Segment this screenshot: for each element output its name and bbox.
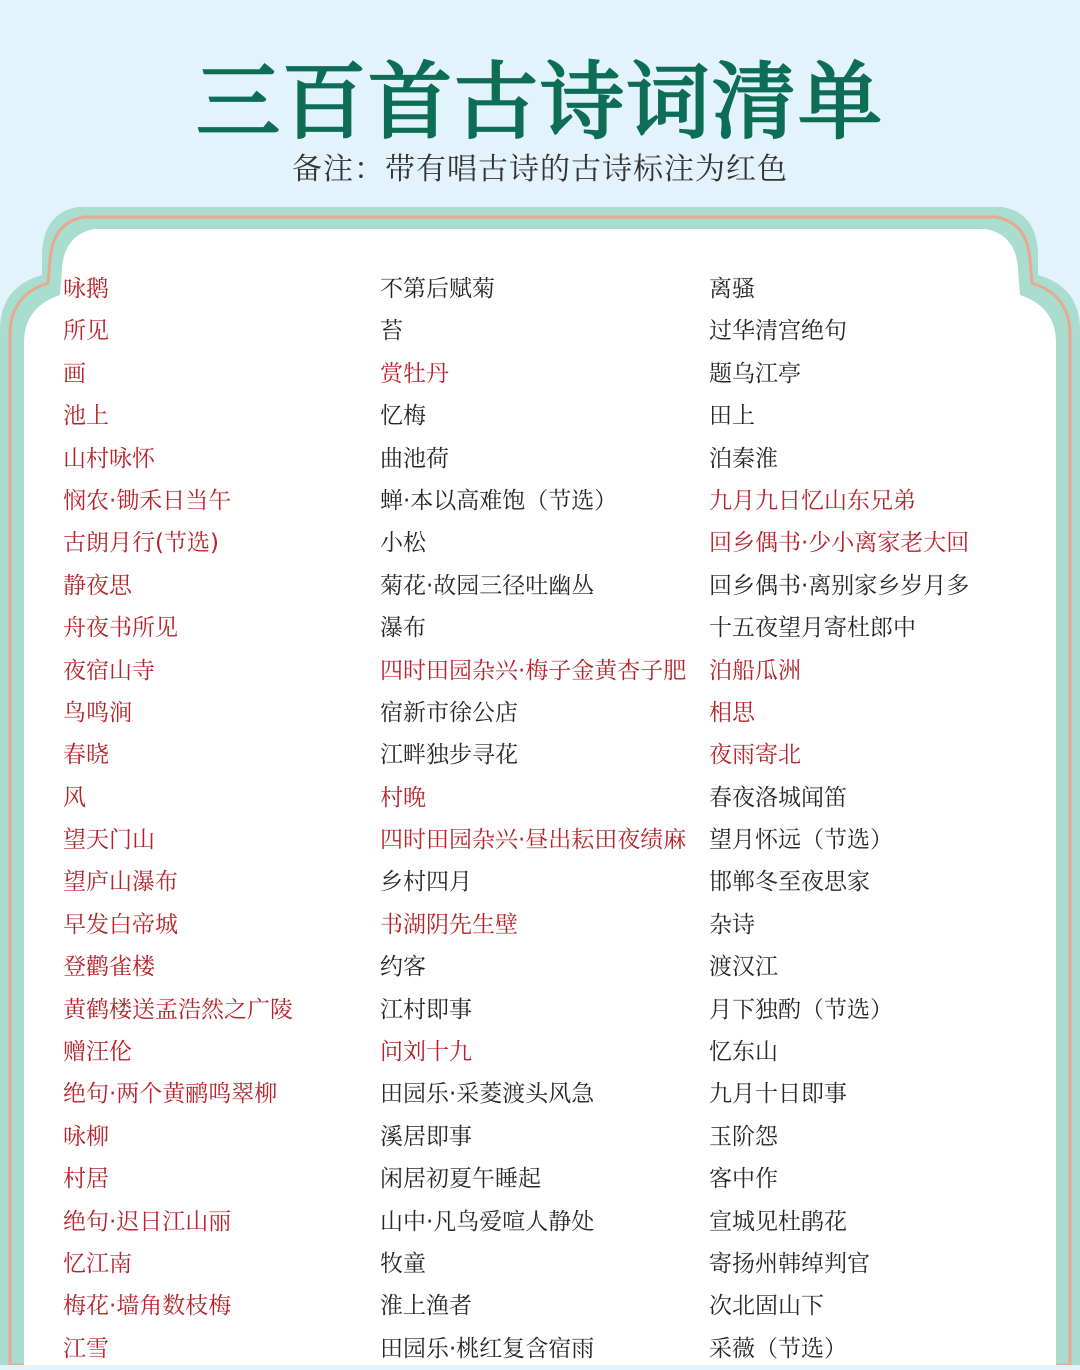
poem-title: 登鹳雀楼: [63, 954, 155, 981]
poem-title: 江雪: [63, 1335, 109, 1362]
poem-title: 悯农·锄禾日当午: [63, 487, 232, 514]
poem-title: 牧童: [380, 1250, 426, 1277]
poem-title: 赠汪伦: [63, 1039, 132, 1066]
poem-title: 过华清宫绝句: [709, 318, 847, 345]
poem-title: 十五夜望月寄杜郎中: [709, 615, 916, 642]
poem-title: 闲居初夏午睡起: [380, 1166, 541, 1193]
poem-title: 离骚: [709, 276, 755, 302]
poem-title: 夜宿山寺: [63, 657, 155, 684]
poem-title: 渡汉江: [709, 954, 778, 981]
poem-title: 鸟鸣涧: [63, 699, 132, 726]
poem-title: 小松: [380, 530, 426, 557]
poem-title: 望庐山瀑布: [63, 869, 178, 896]
poem-title: 望月怀远（节选）: [709, 827, 893, 854]
poem-title: 回乡偶书·少小离家老大回: [709, 530, 970, 557]
poem-title: 忆梅: [380, 403, 426, 430]
poem-title: 画: [63, 360, 86, 387]
poem-title: 泊船瓜洲: [709, 657, 801, 684]
poem-title: 淮上渔者: [380, 1293, 472, 1320]
poem-title: 夜雨寄北: [709, 742, 801, 769]
poem-title: 问刘十九: [380, 1039, 472, 1066]
poem-title: 四时田园杂兴·梅子金黄杏子肥: [380, 657, 687, 684]
poem-title: 所见: [63, 318, 109, 345]
poem-title: 菊花·故园三径吐幽丛: [380, 572, 595, 599]
poem-title: 风: [63, 784, 86, 811]
poem-title: 黄鹤楼送孟浩然之广陵: [63, 996, 293, 1023]
page-title: 三百首古诗词清单: [195, 53, 884, 151]
poem-column-3: [709, 268, 969, 1370]
poem-title: 山村咏怀: [63, 445, 155, 472]
poem-title: 古朗月行(节选): [63, 530, 219, 557]
poem-title: 田上: [709, 403, 755, 430]
poem-title: 山中·凡鸟爱喧人静处: [380, 1208, 595, 1235]
poem-title: 约客: [380, 954, 426, 981]
poem-title: 江村即事: [380, 996, 472, 1023]
poem-title: 九月九日忆山东兄弟: [709, 487, 916, 514]
poem-title: 玉阶怨: [709, 1123, 778, 1150]
poem-title: 溪居即事: [380, 1123, 472, 1150]
poem-title: 寄扬州韩绰判官: [709, 1250, 870, 1277]
poem-title: 舟夜书所见: [63, 615, 178, 642]
poem-column-1: [63, 268, 293, 1370]
poem-title: 乡村四月: [380, 869, 472, 896]
poem-title: 回乡偶书·离别家乡岁月多: [709, 572, 970, 599]
poem-title: 邯郸冬至夜思家: [709, 869, 870, 896]
poem-title: 赏牡丹: [380, 360, 449, 387]
poem-column-2: [380, 268, 686, 1370]
poem-title: 采薇（节选）: [709, 1335, 847, 1362]
poem-title: 忆江南: [63, 1250, 132, 1277]
poem-title: 蝉·本以高难饱（节选）: [380, 487, 618, 514]
poem-title: 相思: [709, 699, 755, 726]
poem-title: 绝句·两个黄鹂鸣翠柳: [63, 1081, 278, 1108]
poem-title: 田园乐·采菱渡头风急: [380, 1081, 595, 1108]
poem-title: 村居: [63, 1166, 109, 1193]
poem-title: 不第后赋菊: [380, 276, 495, 302]
poem-title: 宣城见杜鹃花: [709, 1208, 847, 1235]
poem-title: 客中作: [709, 1166, 778, 1193]
poem-title: 忆东山: [709, 1039, 778, 1066]
poem-title: 泊秦淮: [709, 445, 778, 472]
poem-title: 四时田园杂兴·昼出耘田夜绩麻: [380, 827, 687, 854]
poem-title: 咏柳: [63, 1123, 109, 1150]
page-subtitle: 备注：带有唱古诗的古诗标注为红色: [292, 152, 788, 187]
poem-title: 早发白帝城: [63, 911, 178, 938]
poem-title: 静夜思: [63, 572, 132, 599]
poem-title: 月下独酌（节选）: [709, 996, 893, 1023]
poem-title: 绝句·迟日江山丽: [63, 1208, 232, 1235]
poem-title: 题乌江亭: [709, 360, 801, 387]
poem-title: 苔: [380, 318, 403, 345]
poem-title: 望天门山: [63, 827, 155, 854]
poem-title: 江畔独步寻花: [380, 742, 518, 769]
poem-title: 春夜洛城闻笛: [709, 784, 847, 811]
poem-title: 咏鹅: [63, 276, 109, 302]
poem-title: 九月十日即事: [709, 1081, 847, 1108]
poem-title: 杂诗: [709, 911, 755, 938]
poem-title: 村晚: [380, 784, 426, 811]
poem-title: 次北固山下: [709, 1293, 824, 1320]
poem-title: 梅花·墙角数枝梅: [63, 1293, 232, 1320]
poem-title: 田园乐·桃红复含宿雨: [380, 1335, 595, 1362]
poem-title: 瀑布: [380, 615, 426, 642]
poem-title: 宿新市徐公店: [380, 699, 518, 726]
poem-title: 春晓: [63, 742, 109, 769]
poem-title: 书湖阴先生壁: [380, 911, 518, 938]
poem-title: 池上: [63, 403, 109, 430]
poem-title: 曲池荷: [380, 445, 449, 472]
